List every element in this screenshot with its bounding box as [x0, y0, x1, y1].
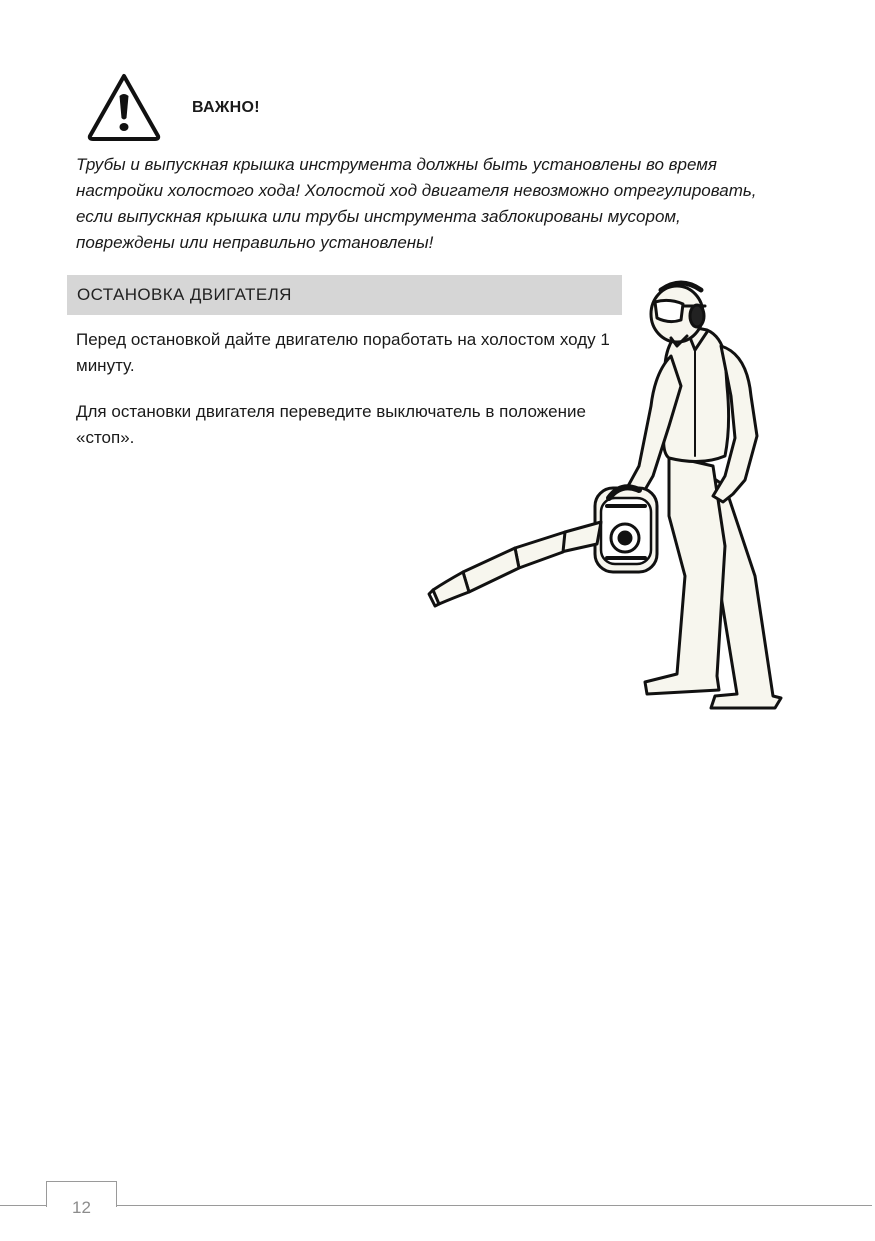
warning-text: Трубы и выпускная крышка инструмента должны быть установлены во время настройки холостого хода! Холостой ход двигателя невозможно отрегулировать, если выпускная крышка или трубы инструмента заблокированы мусором, повреждены или неправильно установлены! [76, 155, 757, 252]
footer-line [0, 1205, 872, 1206]
paragraph-stop: Для остановки двигателя переведите выключатель в положение «стоп». [76, 402, 586, 447]
section-title: ОСТАНОВКА ДВИГАТЕЛЯ [77, 285, 292, 304]
paragraph-idle: Перед остановкой дайте двигателю поработать на холостом ходу 1 минуту. [76, 330, 610, 375]
warning-triangle-icon [86, 72, 162, 142]
page-number: 12 [72, 1198, 91, 1217]
page-number-tab [46, 1181, 117, 1217]
person-with-leaf-blower-illustration [425, 276, 785, 716]
warning-title: ВАЖНО! [192, 99, 260, 116]
